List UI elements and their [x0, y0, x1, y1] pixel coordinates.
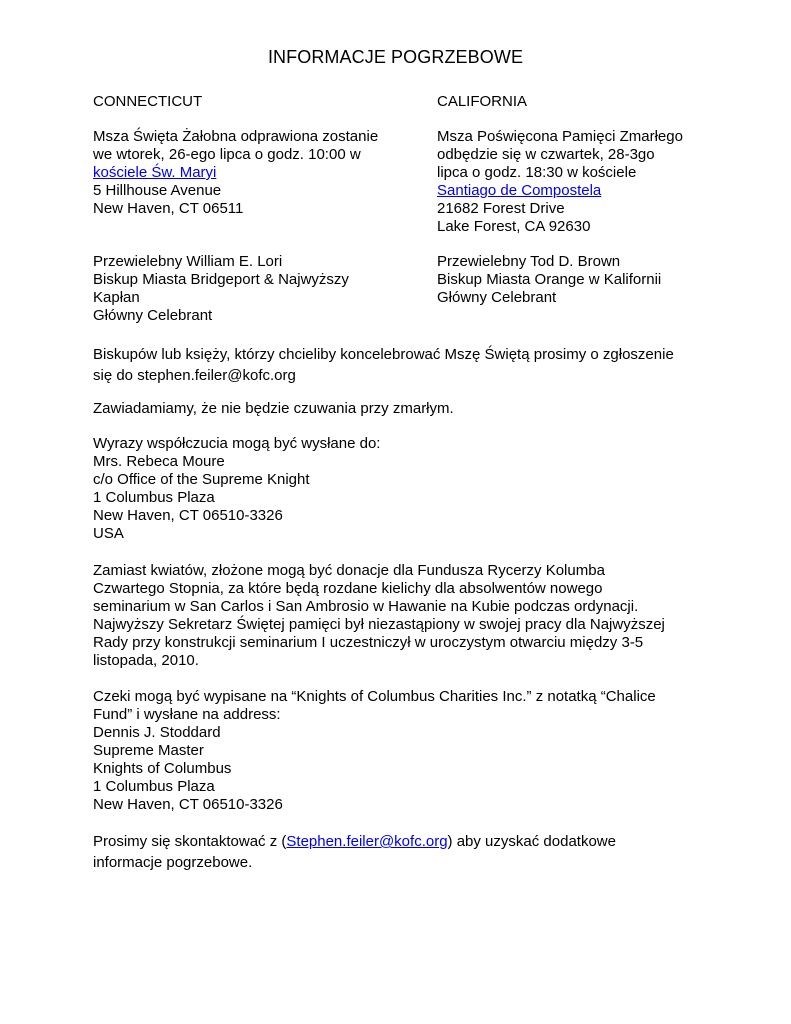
donations-paragraph — [93, 562, 713, 670]
california-mass-line3: lipca o godz. 18:30 w kościele — [437, 164, 637, 181]
checks-line2: Fund” i wysłane na address: — [93, 706, 281, 723]
checks-line5: Knights of Columbus — [93, 760, 232, 777]
contact-email-link[interactable]: Stephen.feiler@kofc.org — [286, 833, 448, 850]
santiago-church-link[interactable]: Santiago de Compostela — [437, 182, 602, 199]
checks-line1: Czeki mogą być wypisane na “Knights of Columbus Charities Inc.” z notatką “Chalice — [93, 688, 656, 705]
checks-paragraph — [93, 688, 713, 814]
contact-line1 — [93, 832, 713, 853]
connecticut-celebrant-name: Przewielebny William E. Lori — [93, 253, 283, 270]
connecticut-column — [93, 93, 423, 111]
connecticut-celebrant-title1: Biskup Miasta Bridgeport & Najwyższy — [93, 271, 349, 288]
donations-line5: Rady przy konstrukcji seminarium I uczestniczył w uroczystym otwarciu między 3-5 — [93, 634, 644, 651]
connecticut-celebrant-role: Główny Celebrant — [93, 307, 213, 324]
concelebrate-line2: się do stephen.feiler@kofc.org — [93, 366, 296, 384]
no-vigil-text: Zawiadamiamy, że nie będzie czuwania przy zmarłym. — [93, 400, 454, 417]
concelebrate-paragraph — [93, 345, 713, 386]
connecticut-address1: 5 Hillhouse Avenue — [93, 182, 222, 199]
california-column — [437, 93, 767, 111]
condolences-line4: New Haven, CT 06510-3326 — [93, 507, 283, 524]
condolences-name: Mrs. Rebeca Moure — [93, 453, 225, 470]
checks-line7: New Haven, CT 06510-3326 — [93, 796, 283, 813]
condolences-intro: Wyrazy współczucia mogą być wysłane do: — [93, 435, 381, 452]
california-celebrant-name: Przewielebny Tod D. Brown — [437, 253, 621, 270]
checks-line6: 1 Columbus Plaza — [93, 778, 215, 795]
california-mass-block — [437, 128, 767, 236]
condolences-paragraph — [93, 435, 713, 543]
connecticut-mass-line1: Msza Święta Żałobna odprawiona zostanie — [93, 128, 379, 145]
donations-line1: Zamiast kwiatów, złożone mogą być donacje dla Fundusza Rycerzy Kolumba — [93, 562, 605, 579]
connecticut-heading: CONNECTICUT — [93, 93, 203, 110]
connecticut-mass-line2: we wtorek, 26-ego lipca o godz. 10:00 w — [93, 146, 361, 163]
donations-line2: Czwartego Stopnia, za które będą rozdane kielichy dla absolwentów nowego — [93, 580, 603, 597]
contact-prefix: Prosimy się skontaktować z ( — [93, 833, 287, 850]
donations-line4: Najwyższy Sekretarz Świętej pamięci był niezastąpiony w swojej pracy dla Najwyższej — [93, 616, 665, 633]
page-title: INFORMACJE POGRZEBOWE — [267, 47, 524, 67]
condolences-line2: c/o Office of the Supreme Knight — [93, 471, 310, 488]
condolences-line5: USA — [93, 525, 124, 542]
connecticut-mass-block — [93, 128, 423, 218]
no-vigil-paragraph — [93, 400, 713, 418]
california-celebrant-role: Główny Celebrant — [437, 289, 557, 306]
donations-line6: listopada, 2010. — [93, 652, 199, 669]
california-celebrant-block — [437, 253, 767, 307]
checks-line3: Dennis J. Stoddard — [93, 724, 221, 741]
condolences-line3: 1 Columbus Plaza — [93, 489, 215, 506]
checks-line4: Supreme Master — [93, 742, 204, 759]
california-address2: Lake Forest, CA 92630 — [437, 218, 591, 235]
california-celebrant-title1: Biskup Miasta Orange w Kalifornii — [437, 271, 662, 288]
connecticut-celebrant-title2: Kapłan — [93, 289, 140, 306]
contact-line2: informacje pogrzebowe. — [93, 853, 253, 871]
concelebrate-line1: Biskupów lub księży, którzy chcieliby koncelebrować Mszę Świętą prosimy o zgłoszenie — [93, 346, 674, 363]
california-mass-line2: odbędzie się w czwartek, 28-3go — [437, 146, 655, 163]
california-mass-line1: Msza Poświęcona Pamięci Zmarłego — [437, 128, 683, 145]
contact-paragraph — [93, 832, 713, 873]
st-mary-church-link[interactable]: kościele Św. Maryi — [93, 164, 217, 181]
connecticut-celebrant-block — [93, 253, 423, 325]
donations-line3: seminarium w San Carlos i San Ambrosio w Hawanie na Kubie podczas ordynacji. — [93, 598, 639, 615]
connecticut-address2: New Haven, CT 06511 — [93, 200, 244, 217]
california-address1: 21682 Forest Drive — [437, 200, 565, 217]
california-heading: CALIFORNIA — [437, 93, 528, 110]
contact-suffix: ) aby uzyskać dodatkowe — [447, 833, 616, 850]
